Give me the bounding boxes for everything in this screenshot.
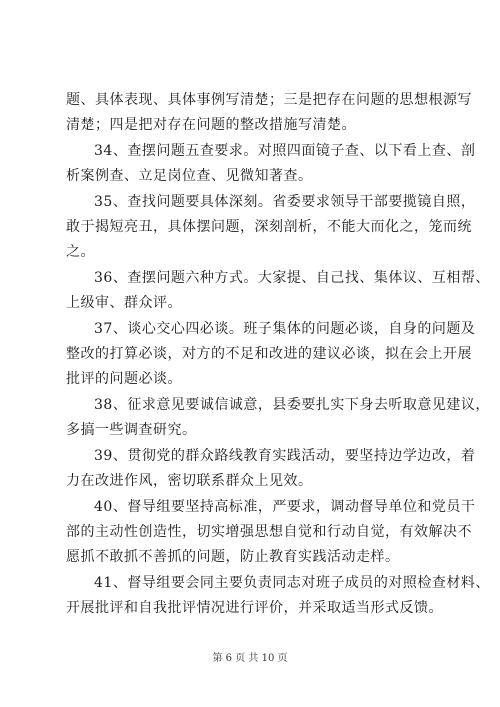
paragraph-continuation [66, 88, 472, 138]
text-line: 部的主动性创造性，切实增强思想自觉和行动自觉，有效解决不 [66, 524, 472, 540]
document-body [66, 88, 490, 621]
text-line: 题、具体表现、具体事例写清楚；三是把存在问题的思想根源写 [66, 92, 472, 108]
paragraph-item-35 [66, 190, 476, 265]
paragraph-item-36 [66, 266, 490, 316]
paragraph-item-34 [66, 139, 476, 189]
page-number-footer: 第 6 页 共 10 页 [212, 653, 288, 664]
text-line: 愿抓不敢抓不善抓的问题，防止教育实践活动走样。 [66, 549, 400, 565]
text-line: 38、征求意见要诚信诚意，县委要扎实下身去听取意见建议， [94, 397, 490, 413]
text-line: 力在改进作风，密切联系群众上见效。 [66, 473, 313, 489]
text-line: 41、督导组要会同主要负责同志对班子成员的对照检查材料、 [94, 575, 490, 591]
text-line: 39、贯彻党的群众路线教育实践活动，要坚持边学边改，着 [94, 448, 476, 464]
text-line: 36、查摆问题六种方式。大家提、自己找、集体议、互相帮、 [94, 270, 490, 286]
text-line: 多搞一些调查研究。 [66, 422, 197, 438]
text-line: 上级审、群众评。 [66, 295, 182, 311]
text-line: 37、谈心交心四必谈。班子集体的问题必谈，自身的问题及 [94, 321, 476, 337]
paragraph-item-40 [66, 495, 476, 570]
paragraph-item-38 [66, 393, 490, 443]
paragraph-item-37 [66, 317, 476, 392]
text-line: 之。 [66, 244, 95, 260]
text-line: 批评的问题必谈。 [66, 371, 182, 387]
text-line: 40、督导组要坚持高标准，严要求，调动督导单位和党员干 [94, 499, 476, 515]
paragraph-item-41 [66, 571, 490, 621]
text-line: 清楚；四是把对存在问题的整改措施写清楚。 [66, 117, 356, 133]
text-line: 开展批评和自我批评情况进行评价，并采取适当形式反馈。 [66, 600, 443, 616]
text-line: 析案例查、立足岗位查、见微知著查。 [66, 168, 313, 184]
text-line: 整改的打算必谈，对方的不足和改进的建议必谈，拟在会上开展 [66, 346, 472, 362]
text-line: 敢于揭短亮丑，具体摆问题，深刻剖析，不能大而化之，笼而统 [66, 219, 472, 235]
text-line: 34、查摆问题五查要求。对照四面镜子查、以下看上查、剖 [94, 143, 476, 159]
text-line: 35、查找问题要具体深刻。省委要求领导干部要揽镜自照， [94, 194, 476, 210]
paragraph-item-39 [66, 444, 476, 494]
